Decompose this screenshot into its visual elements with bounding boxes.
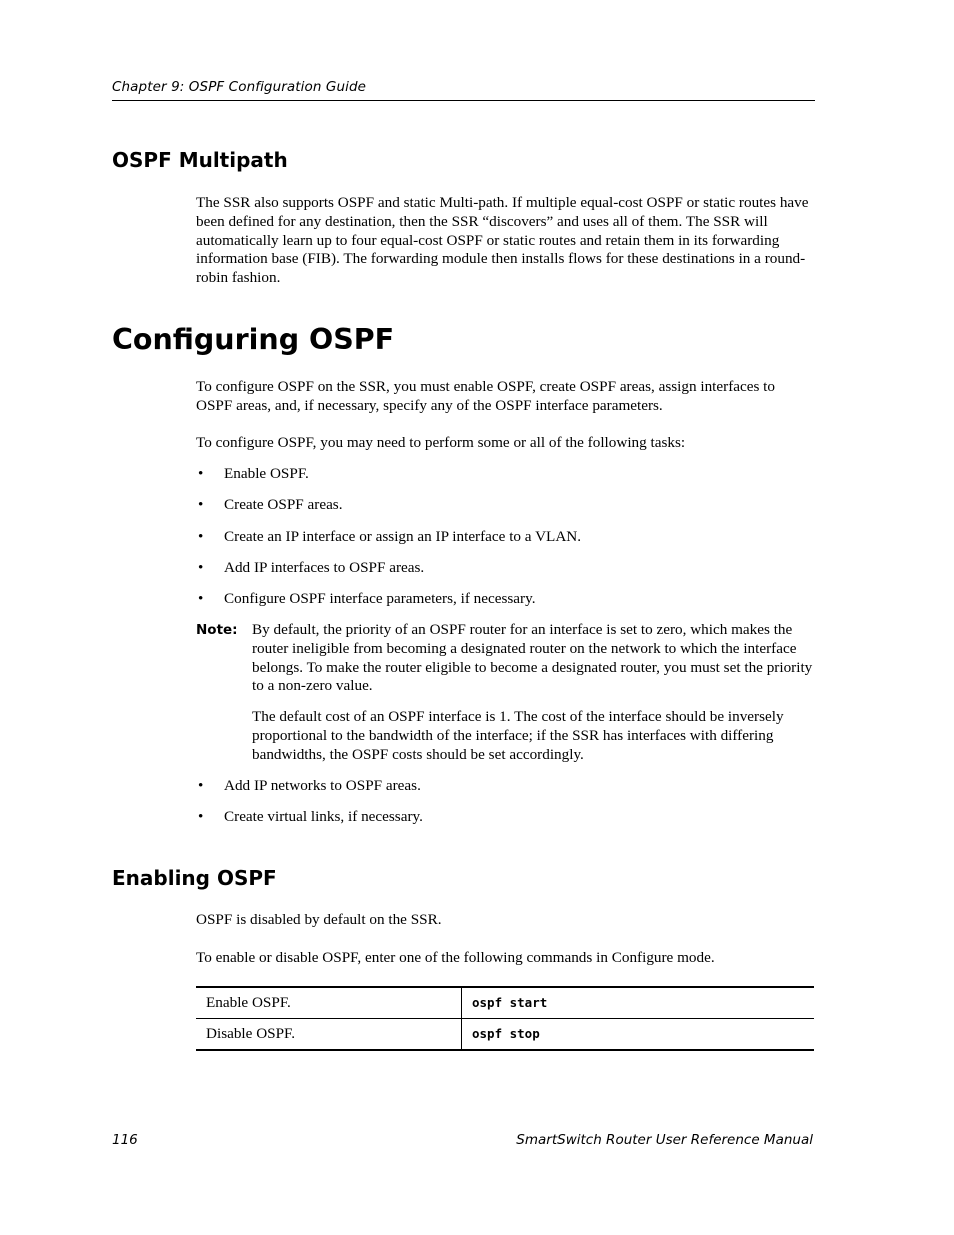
bullet-icon: •: [198, 559, 204, 576]
page-number: 116: [112, 1132, 138, 1148]
task-text: Create an IP interface or assign an IP interface to a VLAN.: [224, 528, 582, 545]
section-title-multipath: OSPF Multipath: [112, 148, 288, 172]
configuring-intro-1: To configure OSPF on the SSR, you must enable OSPF, create OSPF areas, assign interfaces to OSPF areas, and, if necessary, specify any of the OSPF interface parameters.: [196, 378, 775, 414]
command-syntax: ospf stop: [472, 1026, 540, 1041]
task-text: Add IP interfaces to OSPF areas.: [224, 559, 425, 576]
bullet-icon: •: [198, 465, 204, 482]
task-text: Create OSPF areas.: [224, 496, 343, 513]
task-text: Add IP networks to OSPF areas.: [224, 777, 421, 794]
command-table: [196, 986, 814, 1051]
bullet-icon: •: [198, 496, 204, 513]
task-text: Enable OSPF.: [224, 465, 309, 482]
running-header: Chapter 9: OSPF Configuration Guide: [112, 79, 367, 95]
multipath-paragraph: The SSR also supports OSPF and static Multi-path. If multiple equal-cost OSPF or static routes have been defined for any destination, then the SSR “discovers” and uses all of them. The SSR will automatically learn up to four equal-cost OSPF or static routes and retain them in its forwarding information base (FIB). The forwarding module then installs flows for these destinations in a round-robin fashion.: [196, 194, 809, 287]
note-paragraph-2: The default cost of an OSPF interface is 1. The cost of the interface should be inversely proportional to the bandwidth of the interface; if the SSR has interfaces with differing bandwidths, the OSPF costs should be set accordingly.: [252, 708, 784, 763]
note-label: Note:: [196, 622, 238, 638]
command-syntax: ospf start: [472, 995, 548, 1010]
task-text: Configure OSPF interface parameters, if necessary.: [224, 590, 536, 607]
bullet-icon: •: [198, 528, 204, 545]
section-title-enabling: Enabling OSPF: [112, 866, 277, 890]
table-row: [196, 988, 814, 1018]
section-title-configuring: Configuring OSPF: [112, 323, 395, 356]
bullet-icon: •: [198, 777, 204, 794]
bullet-icon: •: [198, 808, 204, 825]
command-description: Enable OSPF.: [196, 988, 462, 1018]
manual-title: SmartSwitch Router User Reference Manual: [516, 1132, 813, 1148]
enabling-paragraph-1: OSPF is disabled by default on the SSR.: [196, 911, 442, 928]
note-paragraph-1: By default, the priority of an OSPF router for an interface is set to zero, which makes the router ineligible from becoming a designated router on the network to which the interface belongs. To make the router eligible to become a designated router, you must set the priority to a non-zero value.: [252, 621, 813, 695]
configuring-intro-2: To configure OSPF, you may need to perform some or all of the following tasks:: [196, 434, 686, 451]
command-description: Disable OSPF.: [196, 1019, 462, 1049]
enabling-paragraph-2: To enable or disable OSPF, enter one of the following commands in Configure mode.: [196, 949, 715, 966]
bullet-icon: •: [198, 590, 204, 607]
table-row: [196, 1018, 814, 1049]
header-rule: [112, 100, 815, 101]
task-text: Create virtual links, if necessary.: [224, 808, 423, 825]
